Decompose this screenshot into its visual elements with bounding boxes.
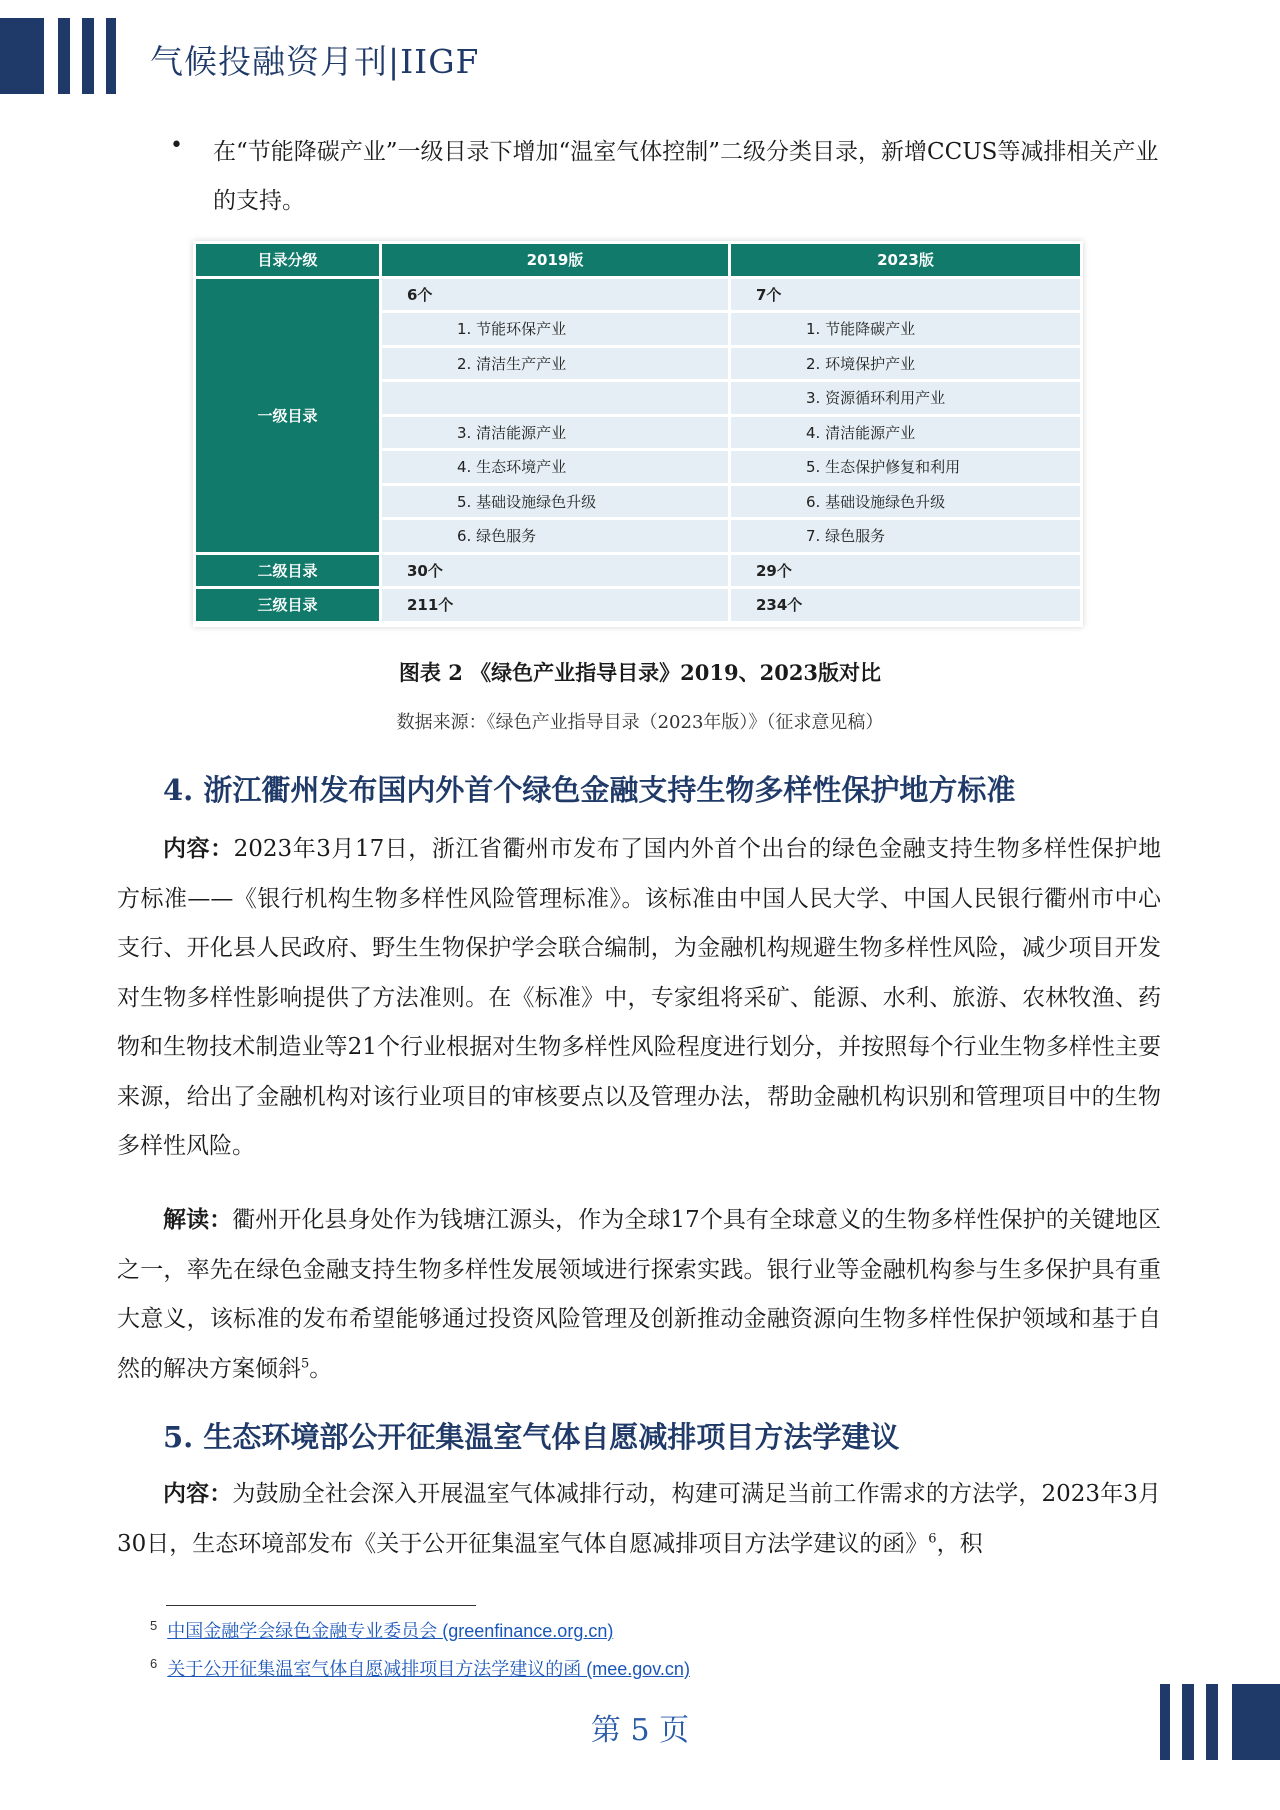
content-text: 2023年3月17日，浙江省衢州市发布了国内外首个出台的绿色金融支持生物多样性保护地方标准——《银行机构生物多样性风险管理标准》。该标准由中国人民大学、中国人民银行衢州市中心支行、开化县人民政府、野生生物保护学会联合编制，为金融机构规避生物多样性风险，减少项目开发对生物多样性影响提供了方法准则。在《标准》中，专家组将采矿、能源、水利、旅游、农林牧渔、药物和生物技术制造业等21个行业根据对生物多样性风险程度进行划分，并按照每个行业生物多样性主要来源，给出了金融机构对该行业项目的审核要点以及管理办法，帮助金融机构识别和管理项目中的生物多样性风险。 bbox=[117, 836, 1162, 1159]
table-cell: 211个 bbox=[382, 589, 728, 621]
section4-title: 4. 浙江衢州发布国内外首个绿色金融支持生物多样性保护地方标准 bbox=[163, 773, 1016, 807]
figure-source: 数据来源：《绿色产业指导目录（2023年版）》（征求意见稿） bbox=[396, 712, 884, 733]
table-cell: 2. 清洁生产产业 bbox=[382, 348, 728, 380]
table-cell: 6. 基础设施绿色升级 bbox=[731, 486, 1080, 518]
table-cell: 30个 bbox=[382, 555, 728, 587]
table-header-row bbox=[196, 244, 1080, 276]
table-cell bbox=[382, 382, 728, 414]
comparison-table bbox=[193, 241, 1083, 624]
level1-label: 一级目录 bbox=[196, 279, 379, 552]
bullet-text: 在“节能降碳产业”一级目录下增加“温室气体控制”二级分类目录，新增CCUS等减排相关产业的支持。 bbox=[213, 139, 1159, 214]
content-end: ，积 bbox=[936, 1530, 983, 1557]
header-title: 气候投融资月刊|IIGF bbox=[150, 42, 480, 81]
interp-label: 解读： bbox=[163, 1206, 233, 1233]
table-cell: 6个 bbox=[382, 279, 728, 311]
level3-label: 三级目录 bbox=[196, 589, 379, 621]
table-cell: 6. 绿色服务 bbox=[382, 520, 728, 552]
table-row bbox=[196, 555, 1080, 587]
footnote-link[interactable]: 关于公开征集温室气体自愿减排项目方法学建议的函 (mee.gov.cn) bbox=[167, 1659, 690, 1679]
table-row bbox=[196, 589, 1080, 621]
content-text: 为鼓励全社会深入开展温室气体减排行动，构建可满足当前工作需求的方法学，2023年3月30日，生态环境部发布《关于公开征集温室气体自愿减排项目方法学建议的函》 bbox=[117, 1481, 1162, 1557]
header-decoration-bars bbox=[0, 18, 120, 94]
footnote-number: 5 bbox=[150, 1618, 158, 1633]
bullet-dot: • bbox=[170, 133, 183, 158]
content-label: 内容： bbox=[163, 835, 234, 862]
table-cell: 29个 bbox=[731, 555, 1080, 587]
interp-text: 衢州开化县身处作为钱塘江源头，作为全球17个具有全球意义的生物多样性保护的关键地区之一，率先在绿色金融支持生物多样性发展领域进行探索实践。银行业等金融机构参与生多保护具有重大意义，该标准的发布希望能够通过投资风险管理及创新推动金融资源向生物多样性保护领域和基于自然的解决方案倾斜 bbox=[117, 1207, 1161, 1382]
table-cell: 4. 生态环境产业 bbox=[382, 451, 728, 483]
section4-content bbox=[117, 824, 1161, 1172]
footer-decoration-bars bbox=[1160, 1684, 1280, 1760]
table-cell: 234个 bbox=[731, 589, 1080, 621]
section4-interpretation bbox=[117, 1195, 1161, 1394]
table-cell: 2. 环境保护产业 bbox=[731, 348, 1080, 380]
footnote-5 bbox=[150, 1617, 613, 1643]
table-cell: 3. 资源循环利用产业 bbox=[731, 382, 1080, 414]
table-cell: 7. 绿色服务 bbox=[731, 520, 1080, 552]
table-cell: 3. 清洁能源产业 bbox=[382, 417, 728, 449]
figure-caption: 图表 2 《绿色产业指导目录》2019、2023版对比 bbox=[398, 660, 882, 685]
table-header-level: 目录分级 bbox=[196, 244, 379, 276]
content-label: 内容： bbox=[163, 1480, 233, 1507]
table-header-2023: 2023版 bbox=[731, 244, 1080, 276]
table-cell: 7个 bbox=[731, 279, 1080, 311]
interp-end: 。 bbox=[309, 1355, 333, 1382]
level2-label: 二级目录 bbox=[196, 555, 379, 587]
table-cell: 5. 基础设施绿色升级 bbox=[382, 486, 728, 518]
footnote-divider bbox=[166, 1605, 476, 1606]
footnote-number: 6 bbox=[150, 1656, 158, 1671]
page-number: 第 5 页 bbox=[590, 1713, 690, 1748]
table-cell: 1. 节能环保产业 bbox=[382, 313, 728, 345]
section5-content bbox=[117, 1469, 1161, 1569]
footnote-link[interactable]: 中国金融学会绿色金融专业委员会 (greenfinance.org.cn) bbox=[167, 1621, 614, 1641]
table-header-2019: 2019版 bbox=[382, 244, 728, 276]
footnote-ref-5[interactable]: 5 bbox=[301, 1355, 310, 1371]
table-row bbox=[196, 279, 1080, 311]
footnote-6 bbox=[150, 1655, 690, 1681]
section5-title: 5. 生态环境部公开征集温室气体自愿减排项目方法学建议 bbox=[163, 1420, 900, 1454]
table-cell: 1. 节能降碳产业 bbox=[731, 313, 1080, 345]
comparison-table-figure bbox=[193, 241, 1083, 627]
table-cell: 5. 生态保护修复和利用 bbox=[731, 451, 1080, 483]
table-cell: 4. 清洁能源产业 bbox=[731, 417, 1080, 449]
footnote-ref-6[interactable]: 6 bbox=[928, 1530, 937, 1546]
